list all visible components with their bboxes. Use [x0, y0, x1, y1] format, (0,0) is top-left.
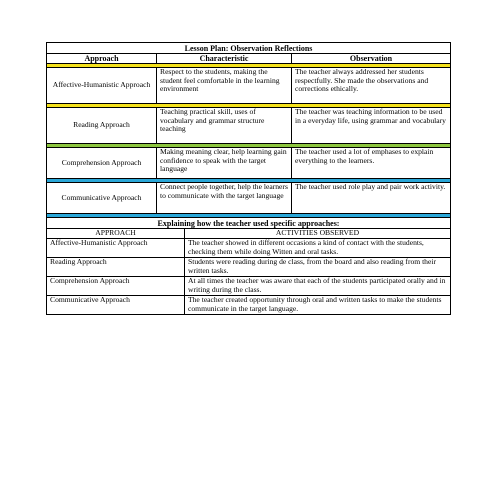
- observation-cell: The teacher used role play and pair work activity.: [292, 183, 451, 214]
- approach-cell: Reading Approach: [47, 258, 185, 277]
- approach-cell: Comprehension Approach: [47, 277, 185, 296]
- observation-cell: The teacher used a lot of emphases to explain everything to the learners.: [292, 148, 451, 179]
- table-row: [47, 183, 451, 214]
- characteristic-cell: Connect people together, help the learners to communicate with the target language: [157, 183, 292, 214]
- approach-cell: Communicative Approach: [47, 183, 157, 214]
- table-row: [47, 296, 451, 315]
- table-row: [47, 148, 451, 179]
- characteristic-cell: Making meaning clear, help learning gain confidence to speak with the target language: [157, 148, 292, 179]
- characteristic-cell: Respect to the students, making the student feel comfortable in the learning environment: [157, 68, 292, 104]
- observation-cell: The teacher was teaching information to be used in a everyday life, using grammar and vocabulary: [292, 108, 451, 144]
- activity-cell: Students were reading during de class, from the board and also reading from their written tasks.: [185, 258, 451, 277]
- activity-cell: The teacher created opportunity through oral and written tasks to make the students communicate in the target language.: [185, 296, 451, 315]
- table-row: [47, 277, 451, 296]
- header-activities-observed: ACTIVITIES OBSERVED: [185, 229, 451, 239]
- activity-cell: At all times the teacher was aware that each of the students participated orally and in writing during the class.: [185, 277, 451, 296]
- approach-cell: Communicative Approach: [47, 296, 185, 315]
- approach-cell: Affective-Humanistic Approach: [47, 239, 185, 258]
- header-observation: Observation: [292, 54, 451, 64]
- characteristic-cell: Teaching practical skill, uses of vocabulary and grammar structure teaching: [157, 108, 292, 144]
- approach-cell: Comprehension Approach: [47, 148, 157, 179]
- header-characteristic: Characteristic: [157, 54, 292, 64]
- header-approach: Approach: [47, 54, 157, 64]
- observation-cell: The teacher always addressed her students respectfully. She made the observations and corrections ethically.: [292, 68, 451, 104]
- second-table-title: Explaining how the teacher used specific approaches:: [47, 218, 451, 229]
- approach-cell: Affective-Humanistic Approach: [47, 68, 157, 104]
- table-row: [47, 239, 451, 258]
- activity-cell: The teacher showed in different occasions a kind of contact with the students, checking them while doing Witten and oral tasks.: [185, 239, 451, 258]
- table-title: Lesson Plan: Observation Reflections: [47, 43, 451, 54]
- approaches-activities-table: [46, 217, 451, 315]
- header-approach-upper: APPROACH: [47, 229, 185, 239]
- lesson-plan-document: [46, 42, 450, 315]
- table-row: [47, 258, 451, 277]
- approach-cell: Reading Approach: [47, 108, 157, 144]
- table-row: [47, 68, 451, 104]
- observation-reflections-table: [46, 42, 451, 218]
- table-row: [47, 108, 451, 144]
